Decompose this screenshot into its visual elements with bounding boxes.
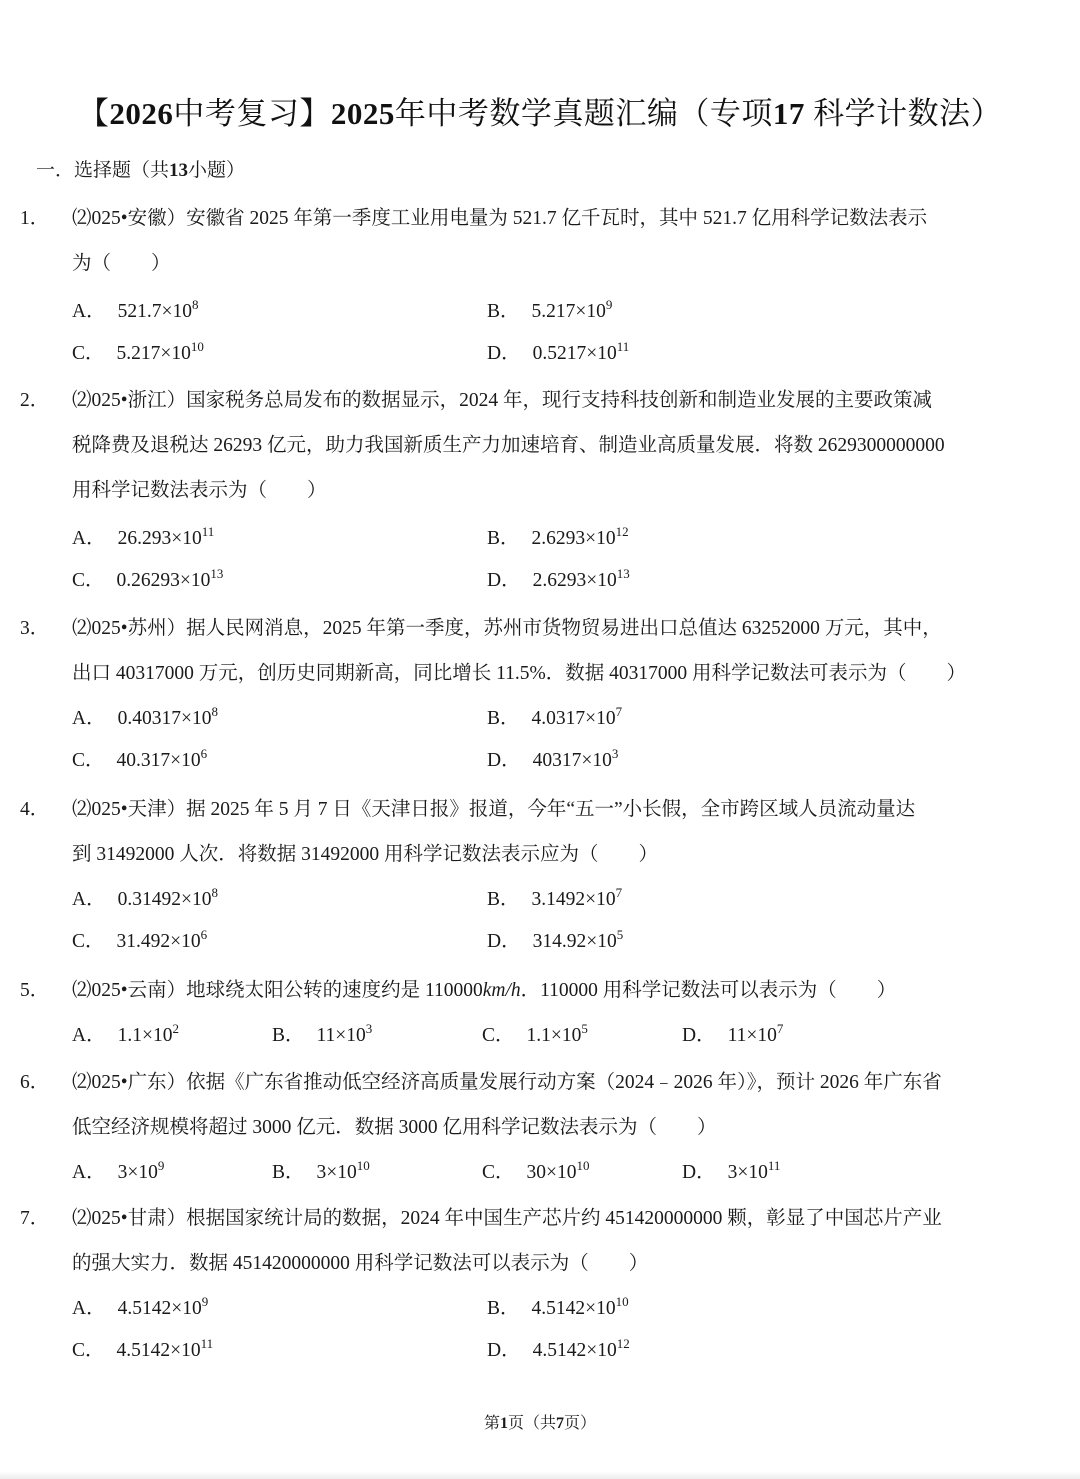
option-exponent: 12	[616, 1336, 630, 1351]
option-a	[72, 704, 218, 734]
question-5	[20, 976, 1030, 1063]
answer-blank-close: ）	[628, 1253, 649, 1274]
option-exponent: 2	[172, 1021, 179, 1036]
option-exponent: 6	[200, 927, 208, 942]
option-exponent: 9	[157, 1158, 165, 1173]
option-a	[72, 297, 198, 327]
options-row	[20, 704, 1030, 746]
answer-blank-close: ）	[946, 663, 967, 684]
question-1	[20, 204, 1030, 381]
option-label: B．	[272, 1162, 305, 1183]
option-exponent: 8	[211, 704, 218, 719]
option-d	[487, 927, 623, 957]
option-value: 4.5142×10	[117, 1298, 202, 1319]
title-bracket-open: 【	[77, 96, 110, 131]
option-d	[487, 566, 630, 596]
answer-blank-close: ）	[697, 1117, 717, 1138]
unit-text: km/h	[482, 980, 521, 1001]
options-row	[20, 885, 1030, 927]
option-b	[487, 524, 629, 554]
options-row	[20, 524, 1030, 566]
title-text: 年中考数学真题汇编（专项	[394, 96, 773, 131]
option-value: 3.1492×10	[531, 889, 616, 910]
option-d	[682, 1158, 780, 1188]
option-label: D．	[682, 1025, 716, 1046]
option-value: 4.5142×10	[532, 1340, 617, 1361]
title-tag-text: 中考复习】	[173, 96, 331, 131]
option-b	[272, 1021, 372, 1051]
question-2	[20, 386, 1030, 608]
option-label: B．	[272, 1025, 305, 1046]
answer-blank-close: ）	[876, 980, 897, 1001]
option-c	[482, 1021, 588, 1051]
option-exponent: 8	[191, 297, 199, 312]
question-text: 出口 40317000 万元，创历史同期新高，同比增长 11.5%．数据 40317000 用科学记数法可表示为（	[72, 663, 907, 684]
section-prefix: 一．选择题（共	[36, 160, 170, 181]
options-row	[20, 297, 1030, 339]
option-value: 40.317×10	[116, 750, 201, 771]
option-value: 26.293×10	[117, 528, 202, 549]
option-value: 4.0317×10	[531, 708, 616, 729]
option-exponent: 3	[365, 1021, 373, 1036]
option-value: 3×10	[316, 1162, 357, 1183]
option-value: 3×10	[727, 1162, 768, 1183]
option-label: A．	[72, 1298, 106, 1319]
page-footer	[0, 1412, 1080, 1436]
option-value: 0.40317×10	[117, 708, 212, 729]
option-value: 1.1×10	[117, 1025, 173, 1046]
option-label: C．	[72, 1340, 105, 1361]
option-exponent: 10	[576, 1158, 590, 1173]
option-b	[487, 297, 612, 327]
options-row	[20, 1336, 1030, 1378]
option-exponent: 7	[615, 885, 623, 900]
option-d	[487, 746, 618, 776]
answer-blank-close: ）	[307, 480, 327, 501]
option-value: 40317×10	[532, 750, 612, 771]
option-label: C．	[72, 750, 105, 771]
option-label: D．	[487, 931, 521, 952]
page-total: 7	[556, 1415, 564, 1432]
option-value: 5.217×10	[116, 343, 191, 364]
option-a	[72, 1294, 208, 1324]
option-label: C．	[482, 1162, 515, 1183]
option-label: B．	[487, 889, 520, 910]
option-value: 3×10	[117, 1162, 158, 1183]
option-b	[487, 885, 622, 915]
option-label: A．	[72, 1162, 106, 1183]
option-d	[682, 1021, 783, 1051]
option-value: 11×10	[316, 1025, 366, 1046]
options-row	[20, 1158, 1030, 1200]
question-text: ⑵025•安徽）安徽省 2025 年第一季度工业用电量为 521.7 亿千瓦时，其中 521.7 亿用科学记数法表示	[72, 208, 928, 229]
option-label: D．	[487, 1340, 521, 1361]
option-value: 2.6293×10	[532, 570, 617, 591]
section-header	[36, 157, 245, 185]
footer-prefix: 第	[483, 1415, 500, 1432]
answer-blank-close: ）	[151, 253, 171, 274]
question-text: 为（	[72, 253, 112, 274]
page-bottom-edge	[0, 1471, 1080, 1479]
question-text: ⑵025•浙江）国家税务总局发布的数据显示，2024 年，现行支持科技创新和制造业发展的主要政策减	[72, 390, 932, 411]
question-number: 7．	[20, 1208, 50, 1229]
section-count: 13	[169, 160, 189, 181]
option-value: 2.6293×10	[531, 528, 616, 549]
option-exponent: 10	[190, 339, 204, 354]
option-label: B．	[487, 528, 520, 549]
option-value: 4.5142×10	[116, 1340, 201, 1361]
option-exponent: 11	[201, 524, 215, 539]
option-exponent: 7	[615, 704, 623, 719]
option-c	[482, 1158, 590, 1188]
title-year: 2025	[330, 96, 395, 131]
option-label: C．	[482, 1025, 515, 1046]
option-label: C．	[72, 931, 105, 952]
title-year-tag: 2026	[109, 96, 174, 131]
question-text: ⑵025•云南）地球绕太阳公转的速度约是 110000	[72, 980, 483, 1001]
question-text: 低空经济规模将超过 3000 亿元．数据 3000 亿用科学记数法表示为（	[72, 1117, 658, 1138]
options-row	[20, 927, 1030, 969]
option-label: A．	[72, 528, 106, 549]
option-label: B．	[487, 1298, 520, 1319]
option-value: 0.31492×10	[117, 889, 212, 910]
option-label: D．	[487, 570, 521, 591]
option-label: B．	[487, 301, 520, 322]
option-label: A．	[72, 708, 106, 729]
question-number: 2．	[20, 390, 50, 411]
option-label: A．	[72, 889, 106, 910]
option-exponent: 11	[767, 1158, 781, 1173]
options-row	[20, 746, 1030, 788]
question-text: 到 31492000 人次．将数据 31492000 用科学记数法表示应为（	[72, 844, 599, 865]
option-label: B．	[487, 708, 520, 729]
option-value: 31.492×10	[116, 931, 201, 952]
option-d	[487, 1336, 630, 1366]
question-text: ．110000 用科学记数法可以表示为（	[520, 980, 837, 1001]
title-topic-number: 17	[772, 96, 805, 131]
question-number: 6．	[20, 1072, 50, 1093]
option-b	[272, 1158, 370, 1188]
option-value: 0.5217×10	[532, 343, 617, 364]
option-exponent: 6	[200, 746, 208, 761]
question-4	[20, 795, 1030, 969]
option-c	[72, 566, 223, 596]
answer-blank-close: ）	[638, 844, 659, 865]
option-b	[487, 1294, 629, 1324]
question-number: 1．	[20, 208, 50, 229]
option-c	[72, 1336, 213, 1366]
question-7	[20, 1204, 1030, 1378]
option-exponent: 7	[776, 1021, 784, 1036]
question-text: ⑵025•广东）依据《广东省推动低空经济高质量发展行动方案（2024﹣2026 年）》，预计 2026 年广东省	[72, 1072, 942, 1093]
option-label: D．	[487, 750, 521, 771]
option-label: C．	[72, 570, 105, 591]
option-exponent: 5	[581, 1021, 588, 1036]
question-text: ⑵025•苏州）据人民网消息，2025 年第一季度，苏州市货物贸易进出口总值达 63252000 万元，其中，	[72, 618, 942, 639]
option-exponent: 8	[211, 885, 218, 900]
option-a	[72, 885, 218, 915]
question-text: ⑵025•天津）据 2025 年 5 月 7 日《天津日报》报道，今年“五一”小长假，全市跨区域人员流动量达	[72, 799, 916, 820]
option-exponent: 12	[615, 524, 629, 539]
option-value: 5.217×10	[531, 301, 606, 322]
option-value: 11×10	[727, 1025, 777, 1046]
option-c	[72, 927, 207, 957]
option-value: 521.7×10	[117, 301, 192, 322]
option-c	[72, 339, 204, 369]
option-value: 1.1×10	[526, 1025, 582, 1046]
page-number: 1	[499, 1415, 508, 1432]
footer-suffix: 页）	[564, 1415, 597, 1432]
option-label: D．	[487, 343, 521, 364]
footer-middle: 页（共	[507, 1415, 556, 1432]
title-topic: 科学计数法）	[804, 96, 1003, 131]
option-exponent: 10	[356, 1158, 370, 1173]
question-number: 4．	[20, 799, 50, 820]
option-exponent: 13	[210, 566, 224, 581]
option-value: 0.26293×10	[116, 570, 211, 591]
option-exponent: 13	[616, 566, 630, 581]
options-row	[20, 339, 1030, 381]
option-exponent: 3	[611, 746, 619, 761]
option-value: 314.92×10	[532, 931, 617, 952]
question-text: ⑵025•甘肃）根据国家统计局的数据，2024 年中国生产芯片约 451420000000 颗，彰显了中国芯片产业	[72, 1208, 942, 1229]
option-a	[72, 1021, 179, 1051]
option-label: C．	[72, 343, 105, 364]
question-6	[20, 1068, 1030, 1200]
section-suffix: 小题）	[188, 160, 246, 181]
option-exponent: 10	[615, 1294, 629, 1309]
option-label: A．	[72, 1025, 106, 1046]
options-row	[20, 1294, 1030, 1336]
question-text: 的强大实力．数据 451420000000 用科学记数法可以表示为（	[72, 1253, 589, 1274]
option-exponent: 9	[201, 1294, 209, 1309]
question-number: 3．	[20, 618, 50, 639]
option-exponent: 9	[605, 297, 613, 312]
option-c	[72, 746, 207, 776]
option-b	[487, 704, 622, 734]
question-text: 税降费及退税达 26293 亿元，助力我国新质生产力加速培育、制造业高质量发展．将数 2629300000000	[72, 435, 945, 456]
options-row	[20, 566, 1030, 608]
question-3	[20, 614, 1030, 788]
option-exponent: 11	[616, 339, 630, 354]
option-value: 30×10	[526, 1162, 577, 1183]
option-exponent: 5	[616, 927, 624, 942]
question-text: 用科学记数法表示为（	[72, 480, 268, 501]
option-a	[72, 1158, 164, 1188]
option-value: 4.5142×10	[531, 1298, 616, 1319]
option-label: D．	[682, 1162, 716, 1183]
option-exponent: 11	[200, 1336, 214, 1351]
question-number: 5．	[20, 980, 50, 1001]
page-title	[0, 92, 1080, 136]
option-a	[72, 524, 214, 554]
option-label: A．	[72, 301, 106, 322]
options-row	[20, 1021, 1030, 1063]
option-d	[487, 339, 629, 369]
